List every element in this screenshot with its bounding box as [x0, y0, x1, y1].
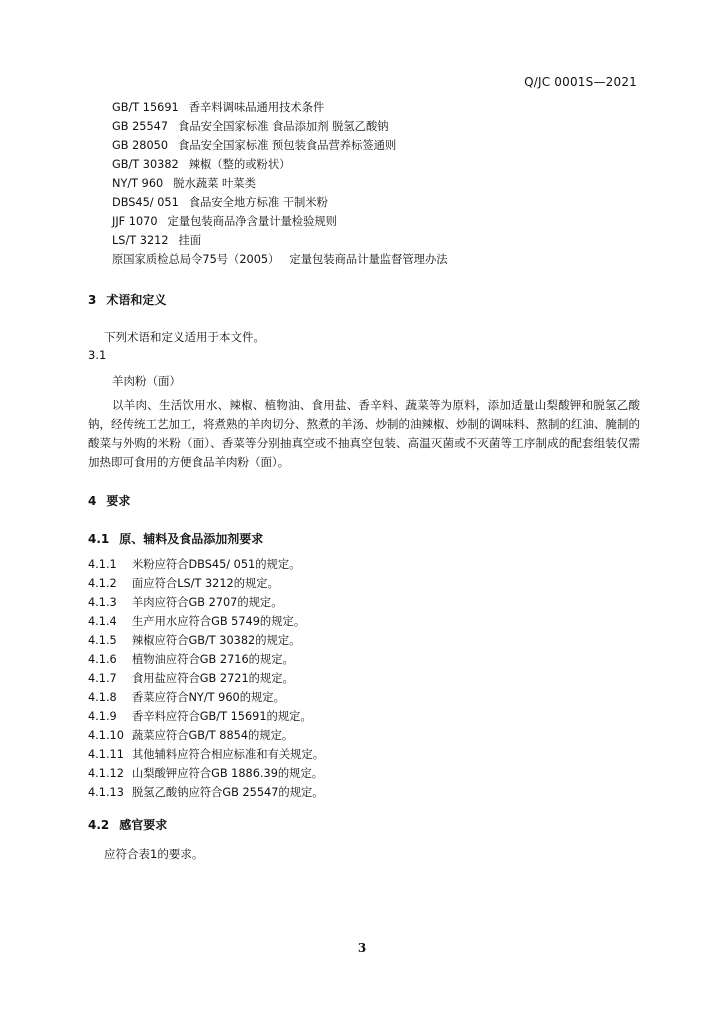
reference-item: [112, 174, 448, 193]
section-4-heading: [88, 492, 130, 509]
requirement-number: 4.1.8: [88, 691, 117, 704]
requirement-item: [88, 688, 324, 707]
requirement-text: 植物油应符合GB 2716的规定。: [132, 653, 294, 666]
reference-item: [112, 193, 448, 212]
subsection-number: 4.2: [88, 818, 110, 832]
subsection-4-2-text: 应符合表1的要求。: [104, 847, 204, 861]
requirement-number: 4.1.1: [88, 558, 117, 571]
requirement-text: 蔬菜应符合GB/T 8854的规定。: [132, 729, 294, 742]
standard-code: Q/JC 0001S—2021: [524, 75, 637, 89]
reference-title: 定量包装商品计量监督管理办法: [289, 253, 448, 266]
reference-code: GB 28050: [112, 139, 169, 152]
reference-code: GB 25547: [112, 120, 169, 133]
term-name: 羊肉粉（面）: [112, 374, 181, 388]
reference-title: 食品安全国家标准 食品添加剂 脱氢乙酸钠: [178, 120, 389, 133]
requirement-item: [88, 726, 324, 745]
section-title: 术语和定义: [106, 293, 167, 307]
reference-title: 食品安全地方标准 干制米粉: [188, 196, 328, 209]
requirement-text: 香菜应符合NY/T 960的规定。: [132, 691, 285, 704]
requirement-item: [88, 631, 324, 650]
reference-title: 脱水蔬菜 叶菜类: [173, 177, 256, 190]
reference-title: 香辛料调味品通用技术条件: [188, 101, 325, 114]
term-number: 3.1: [88, 348, 107, 362]
section-title: 要求: [106, 494, 131, 508]
section-3-intro: 下列术语和定义适用于本文件。: [104, 330, 265, 344]
term-definition: 以羊肉、生活饮用水、辣椒、植物油、食用盐、香辛料、蔬菜等为原料，添加适量山梨酸钾和脱氢乙酸钠，经传统工艺加工，将煮熟的羊肉切分、熬煮的羊汤、炒制的油辣椒、炒制的调味料、熬制的红油、腌制的酸菜与外购的米粉（面）、香菜等分别抽真空或不抽真空包装、高温灭菌或不灭菌等工序制成的配套组装仅需加热即可食用的方便食品羊肉粉（面）。: [88, 398, 640, 469]
requirement-number: 4.1.10: [88, 729, 124, 742]
reference-title: 定量包装商品净含量计量检验规则: [167, 215, 337, 228]
subsection-title: 感官要求: [119, 818, 168, 832]
requirement-text: 山梨酸钾应符合GB 1886.39的规定。: [132, 767, 324, 780]
reference-item: [112, 98, 448, 117]
reference-code: NY/T 960: [112, 177, 164, 190]
requirement-text: 其他辅料应符合相应标准和有关规定。: [132, 748, 325, 761]
subsection-4-1-heading: [88, 530, 263, 547]
requirement-item: [88, 764, 324, 783]
requirement-number: 4.1.13: [88, 786, 124, 799]
requirement-number: 4.1.2: [88, 577, 117, 590]
reference-item: [112, 212, 448, 231]
requirement-number: 4.1.9: [88, 710, 117, 723]
subsection-number: 4.1: [88, 532, 110, 546]
reference-title: 挂面: [178, 234, 202, 247]
requirement-text: 食用盐应符合GB 2721的规定。: [132, 672, 294, 685]
requirement-text: 羊肉应符合GB 2707的规定。: [132, 596, 283, 609]
requirement-item: [88, 783, 324, 802]
requirement-item: [88, 669, 324, 688]
section-number: 3: [88, 293, 97, 307]
requirement-item: [88, 707, 324, 726]
requirement-item: [88, 612, 324, 631]
requirement-text: 脱氢乙酸钠应符合GB 25547的规定。: [132, 786, 324, 799]
reference-code: GB/T 15691: [112, 101, 179, 114]
reference-code: JJF 1070: [112, 215, 158, 228]
requirement-number: 4.1.12: [88, 767, 124, 780]
requirement-text: 米粉应符合DBS45/ 051的规定。: [132, 558, 301, 571]
reference-item: [112, 155, 448, 174]
requirement-number: 4.1.7: [88, 672, 117, 685]
reference-item: [112, 231, 448, 250]
requirement-item: [88, 574, 324, 593]
requirement-text: 辣椒应符合GB/T 30382的规定。: [132, 634, 301, 647]
subsection-4-2-heading: [88, 816, 167, 833]
requirement-number: 4.1.6: [88, 653, 117, 666]
normative-reference-list: [112, 98, 448, 269]
requirement-text: 香辛料应符合GB/T 15691的规定。: [132, 710, 312, 723]
requirement-list: [88, 555, 324, 802]
requirement-item: [88, 555, 324, 574]
requirement-number: 4.1.5: [88, 634, 117, 647]
reference-title: 食品安全国家标准 预包装食品营养标签通则: [178, 139, 397, 152]
requirement-text: 生产用水应符合GB 5749的规定。: [132, 615, 306, 628]
reference-item: [112, 117, 448, 136]
reference-item: [112, 136, 448, 155]
subsection-title: 原、辅料及食品添加剂要求: [119, 532, 264, 546]
reference-title: 辣椒（整的或粉状）: [188, 158, 291, 171]
requirement-number: 4.1.4: [88, 615, 117, 628]
requirement-number: 4.1.3: [88, 596, 117, 609]
requirement-item: [88, 650, 324, 669]
reference-code: LS/T 3212: [112, 234, 169, 247]
page-number: 3: [357, 941, 367, 955]
reference-code: 原国家质检总局令75号（2005）: [112, 253, 280, 266]
section-number: 4: [88, 494, 97, 508]
requirement-item: [88, 745, 324, 764]
reference-code: DBS45/ 051: [112, 196, 179, 209]
requirement-number: 4.1.11: [88, 748, 124, 761]
reference-code: GB/T 30382: [112, 158, 179, 171]
reference-item: [112, 250, 448, 269]
requirement-item: [88, 593, 324, 612]
section-3-heading: [88, 291, 166, 308]
requirement-text: 面应符合LS/T 3212的规定。: [132, 577, 279, 590]
